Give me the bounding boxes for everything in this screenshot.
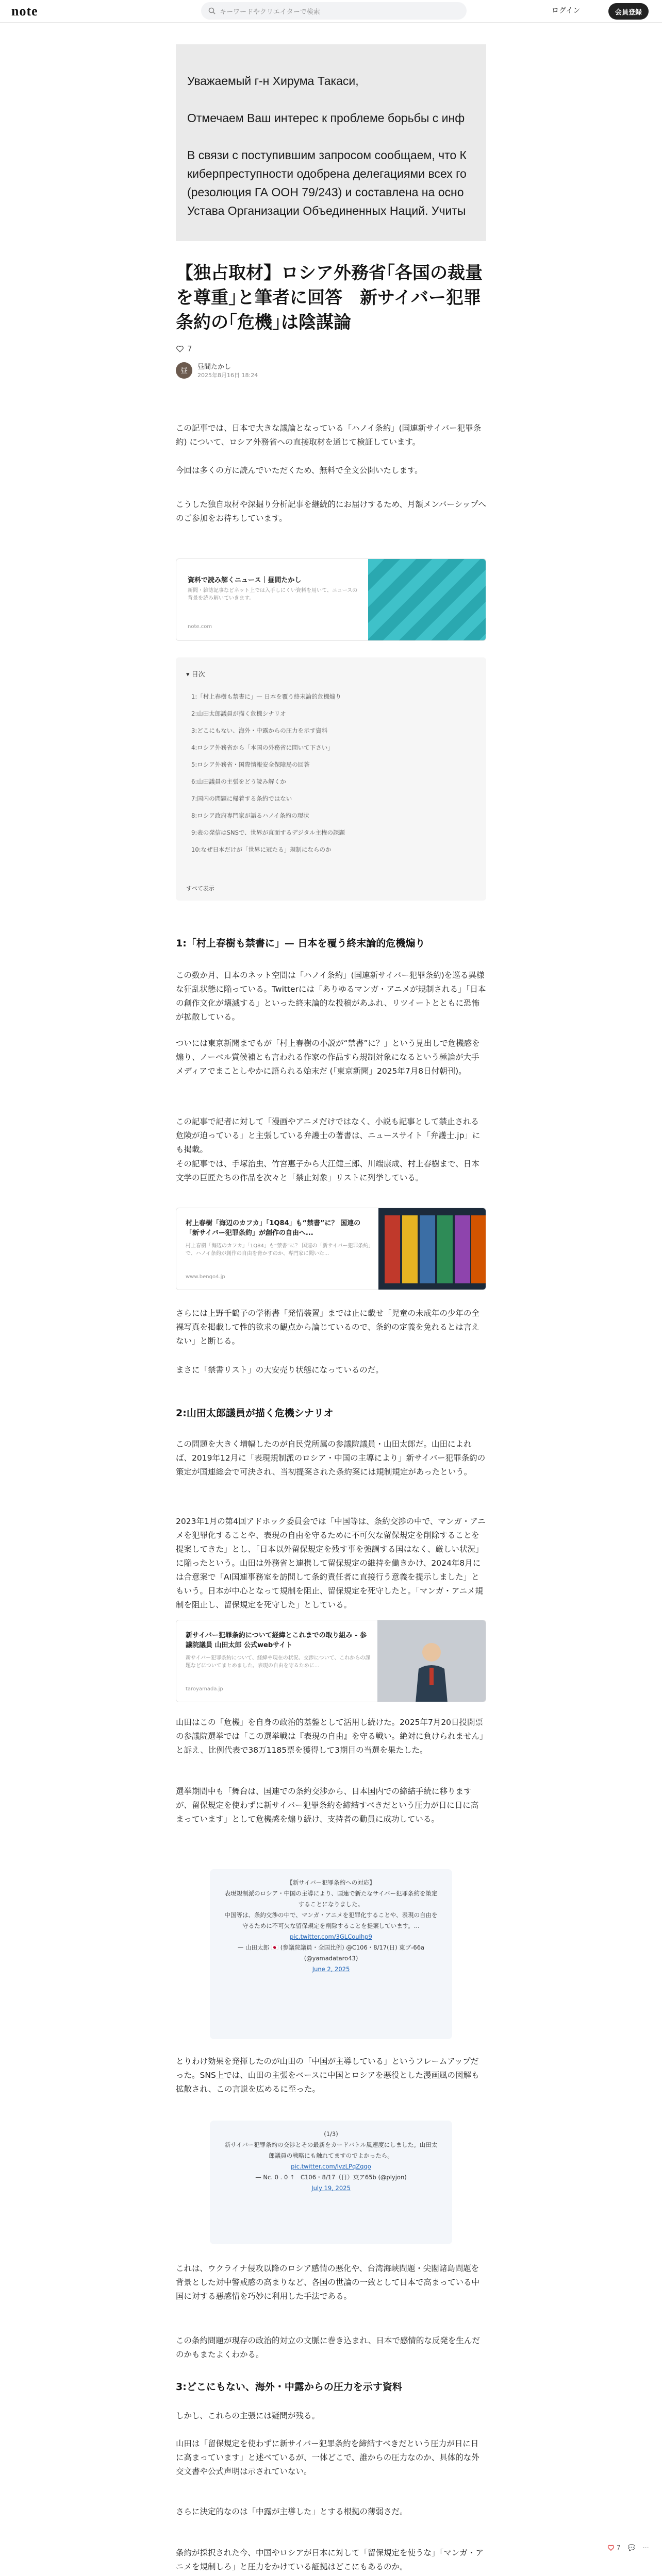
chevron-down-icon: ▾ (186, 671, 192, 679)
toc-item[interactable]: 2:山田太郎議員が描く危機シナリオ (191, 710, 286, 717)
heart-icon (176, 345, 184, 353)
link-card-url: taroyamada.jp (186, 1686, 223, 1692)
body-paragraph: さらに決定的なのは「中露が主導した」とする根拠の薄弱さだ。 (176, 2507, 408, 2516)
link-card-url: www.bengo4.jp (186, 1274, 225, 1280)
magazine-description: 新聞・雑誌記事などネット上では入手しにくい資料を用いて、ニュースの背景を読み解いていきます。 (188, 588, 358, 601)
body-paragraph: しかし、これらの主張には疑問が残る。 (176, 2411, 320, 2420)
body-paragraph: ついには東京新聞までもが「村上春樹の小説が“禁書”に？」という見出しで危機感を煽り、ノーベル賞候補とも言われる作家の作品すら規制対象になるという極論が大手メディアでまことしやかに語られる始末だ (「東京新聞」2025年7月8日付朝刊)。 (176, 1039, 480, 1076)
body-paragraph: さらには上野千鶴子の学術書「発情装置」までは止に載せ「児童の未成年の少年の全裸写真を掲載して性的欲求の観点から論じているので、条約の定義を免れるとは言えない」と断じる。 (176, 1309, 480, 1346)
link-card-title: 新サイバー犯罪条約について経緯とこれまでの取り組み - 参議院議員 山田太郎 公式webサイト (186, 1632, 367, 1649)
note-logo[interactable]: note (11, 3, 38, 19)
toc-item[interactable]: 8:ロシア政府専門家が語るハノイ条約の現状 (191, 812, 309, 819)
floating-like-count: 7 (617, 2544, 621, 2551)
article-title: 【独占取材】ロシア外務省｢各国の裁量を尊重｣と筆者に回答 新サイバー犯罪条約の｢危機｣は陰謀論 (176, 263, 483, 333)
toc-item[interactable]: 7:国内の問題に帰着する条約ではない (191, 795, 292, 802)
body-paragraph: 2023年1月の第4回アドホック委員会では「中国等は、条約交渉の中で、マンガ・アニメを犯罪化することや、表現の自由を守るために不可欠な留保規定を削除することを提案してきた」とし、「日本以外留保規定を残す事を強調する国はなく、厳しい状況」に陥ったという。山田は外務省と連携して留保規定の維持を働きかけ、2024年8月には合意案で「AI国連事務室を訪問して条約責任者に直接行う意義を提示しました」ともいう。日本が中心となって規制を阻止、留保規定を死守したと。「マンガ・アニメ規制を阻止し、留保規定を死守した」としている。 (176, 1517, 486, 1609)
hero-line: (резолюция ГА ООН 79/243) и составлена на осно (187, 185, 464, 199)
toc-item[interactable]: 10:なぜ日本だけが「世界に冠たる」規制にならのか (191, 846, 332, 853)
tweet-byline: — 山田太郎 🇯🇵 (参議院議員・全国比例) @C106・8/17(日) 東ブ-66a (@yamadataro43) (237, 1944, 425, 1962)
toc-item[interactable]: 6:山田議員の主張をどう読み解くか (191, 778, 286, 785)
body-paragraph: この数か月、日本のネット空間は「ハノイ条約」(国連新サイバー犯罪条約)を巡る異様な狂乱状態に陥っている。Twitterには「ありゆるマンガ・アニメが規制される」「日本の創作文化が壊滅する」といった終末論的な投稿があふれ、リツイートとともに恐怖が拡散している。 (176, 971, 486, 1022)
section-heading: 1:「村上春樹も禁書に」— 日本を覆う終末論的危機煽り (176, 938, 425, 949)
embedded-tweet[interactable] (210, 2121, 452, 2244)
publish-date: 2025年8月16日 18:24 (197, 372, 258, 379)
body-paragraph: この問題を大きく増幅したのが自民党所属の参議院議員・山田太郎だ。山田によれば、2019年12月に「表現規制派のロシア・中国の主導により」新サイバー犯罪条約の策定が国連総会で可決され、当初提案された条約案には規制規定があったという。 (176, 1439, 486, 1477)
magazine-title: 資料で読み解くニュース｜昼間たかし (188, 577, 302, 584)
floating-actions (607, 2544, 649, 2551)
heart-icon (607, 2544, 615, 2551)
intro-paragraph: この記事では、日本で大きな議論となっている「ハノイ条約」(国連新サイバー犯罪条約) について、ロシア外務省への直接取材を通じて検証しています。 (176, 423, 482, 447)
hero-line: В связи с поступившим запросом сообщаем, что К (187, 148, 467, 162)
toc-item[interactable]: 5:ロシア外務省・国際情報安全保障局の回答 (191, 761, 310, 768)
hero-line: Уважаемый г-н Хирума Такаси, (187, 74, 359, 88)
toc-item[interactable]: 1:「村上春樹も禁書に」— 日本を覆う終末論的危機煽り (191, 693, 341, 700)
magazine-card[interactable] (176, 558, 486, 641)
tweet-byline: — Nc. 0 . 0 ↑ C106・8/17（日）東ア65b (@plyjon) (255, 2174, 407, 2181)
intro-paragraph: 今回は多くの方に読んでいただくため、無料で全文公開いたします。 (176, 466, 423, 475)
top-navigation-bar (0, 0, 662, 23)
hero-line: Отмечаем Ваш интерес к проблеме борьбы с инф (187, 111, 465, 125)
link-card-thumbnail (378, 1208, 486, 1290)
body-paragraph: この条約問題が現存の政治的対立の文脈に巻き込まれ、日本で感情的な反発を生んだのかもまたよくわかる。 (176, 2336, 480, 2359)
tweet-text: (1/3) 新サイバー犯罪条約の交渉とその最新をカードバトル風速度にしました。山田太郎議員の戦略にも触れてますのでよかったら。 (224, 2130, 438, 2159)
body-paragraph: まさに「禁書リスト」の大安売り状態になっているのだ。 (176, 1365, 384, 1375)
floating-like-button[interactable] (607, 2544, 621, 2551)
like-count: 7 (187, 344, 192, 353)
hero-image (176, 44, 486, 241)
tweet-media-link[interactable]: pic.twitter.com/3GLCouIhp9 (290, 1933, 372, 1940)
search-icon (208, 7, 216, 14)
tweet-date-link[interactable]: July 19, 2025 (311, 2184, 351, 2192)
body-paragraph: 山田はこの「危機」を自身の政治的基盤として活用し続けた。2025年7月20日投開票の参議院選挙では「この選挙戦は『表現の自由』を守る戦い。絶対に負けられません」と訴え、比例代表で38万1185票を獲得して3期目の当選を果たした。 (176, 1718, 484, 1755)
tweet-media-link[interactable]: pic.twitter.com/lvzLPqZqqo (291, 2163, 371, 2170)
body-paragraph: これは、ウクライナ侵攻以降のロシア感情の悪化や、台湾海峡問題・尖閣諸島問題を背景とした対中警戒感の高まりなど、各国の世論の一致として日本で高まっている中国に対する悪感情を巧妙に利用した手法である。 (176, 2264, 480, 2301)
body-paragraph: 選挙期間中も「舞台は、国連での条約交渉から、日本国内での締結手続に移りますが、留保規定を使わずに新サイバー犯罪条約を締結すべきだという圧力が日に日に高まっています」として危機感を煽り続け、支持者の動員に成功している。 (176, 1787, 479, 1824)
body-paragraph: とりわけ効果を発揮したのが山田の「中国が主導している」というフレームアップだった。SNS上では、山田の主張をベースに中国とロシアを悪役とした漫画風の図解も拡散され、この言説を広めるに至った。 (176, 2057, 479, 2094)
toc-show-all-button[interactable]: すべて表示 (186, 885, 214, 892)
magazine-url: note.com (188, 624, 212, 630)
like-button[interactable] (176, 344, 192, 353)
author-block[interactable] (176, 361, 258, 379)
body-paragraph: 山田は「留保規定を使わずに新サイバー犯罪条約を締結すべきだという圧力が日に日に高まっています」と述べているが、一体どこで、誰からの圧力なのか、具体的な外交文書や公式声明は示されていない。 (176, 2439, 479, 2476)
hero-line: киберпреступности одобрена делегациями всех го (187, 167, 467, 180)
signup-button[interactable]: 会員登録 (608, 3, 649, 20)
link-card[interactable] (176, 1620, 486, 1702)
search-input[interactable] (201, 2, 467, 20)
toc-heading[interactable]: ▾ 目次 (186, 671, 205, 679)
author-name[interactable]: 昼間たかし (197, 363, 231, 371)
embedded-tweet[interactable] (210, 1869, 452, 2039)
section-heading: 3:どこにもない、海外・中露からの圧力を示す資料 (176, 2381, 402, 2393)
table-of-contents (176, 657, 486, 901)
link-card-thumbnail (377, 1620, 486, 1702)
body-paragraph: この記事で記者に対して「漫画やアニメだけではなく、小説も記事として禁止される危険が迫っている」と主張している弁護士の著書は、ニュースサイト「弁護士.jp」にも掲載。 (176, 1117, 481, 1154)
link-card-title: 村上春樹「海辺のカフカ」「1Q84」も“禁書”に？ 国連の「新サイバー犯罪条約」が創作の自由へ... (186, 1219, 361, 1237)
link-card-description: 新サイバー犯罪条約について、経緯や現在の状況、交渉について、これからの課題などについてまとめました。表現の自由を守るために... (186, 1655, 371, 1669)
comment-icon[interactable]: 💬 (627, 2544, 636, 2551)
toc-item[interactable]: 4:ロシア外務省から「本国の外務省に問いて下さい」 (191, 744, 334, 751)
toc-item[interactable]: 3:どこにもない、海外・中露からの圧力を示す資料 (191, 727, 328, 734)
tweet-text: 【新サイバー犯罪条約への対応】 表現規制派のロシア・中国の主導により、国連で新たなサイバー犯罪条約を策定することになりました。 中国等は、条約交渉の中で、マンガ・アニメを犯罪化することや、表現の自由を守るために不可欠な留保規定を削除することを提案しています。... (224, 1879, 438, 1929)
magazine-thumbnail (368, 559, 486, 641)
avatar[interactable]: 昼 (176, 362, 192, 379)
more-icon[interactable]: ⋯ (642, 2544, 649, 2551)
login-link[interactable]: ログイン (552, 7, 581, 15)
intro-paragraph: こうした独自取材や深掘り分析記事を継続的にお届けするため、月額メンバーシップへのご参加をお待ちしています。 (176, 500, 486, 523)
search-placeholder: キーワードやクリエイターで検索 (220, 8, 320, 16)
body-paragraph: その記事では、手塚治虫、竹宮惠子から大江健三郎、川端康成、村上春樹まで、日本文学の巨匠たちの作品を次々と「禁止対象」リストに列挙している。 (176, 1159, 479, 1182)
tweet-date-link[interactable]: June 2, 2025 (312, 1965, 350, 1973)
toc-item[interactable]: 9:表の発信はSNSで、世界が直面するデジタル主権の課題 (191, 829, 345, 836)
hero-line: Устава Организации Объединенных Наций. Учиты (187, 204, 466, 217)
link-card-description: 村上春樹「海辺のカフカ」「1Q84」も“禁書”に？ 国連の「新サイバー犯罪条約」で、ハノイ条約が創作の自由を脅かすのか、専門家に聞いた... (186, 1243, 371, 1257)
body-paragraph: 条約が採択された今、中国やロシアが日本に対して「留保規定を使うな」「マンガ・アニメを規制しろ」と圧力をかけている証拠はどこにもあるのか。 (176, 2548, 484, 2571)
section-heading: 2:山田太郎議員が描く危機シナリオ (176, 1408, 334, 1419)
link-card[interactable] (176, 1208, 486, 1290)
